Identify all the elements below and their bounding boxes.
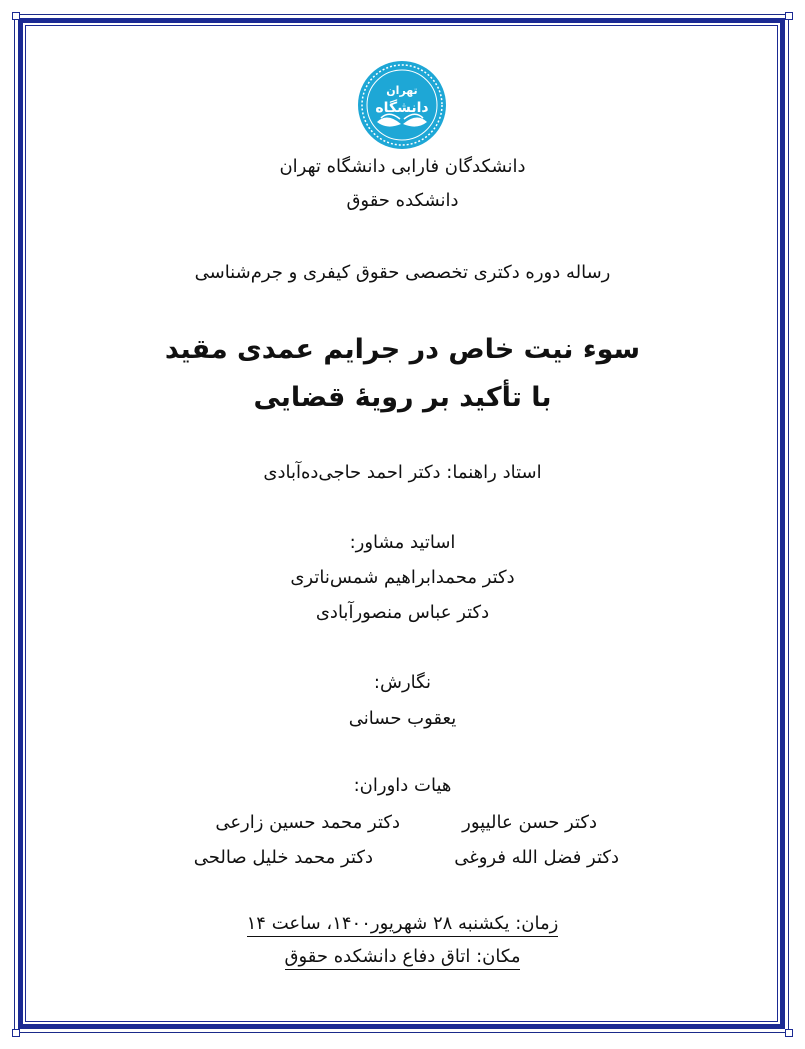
jury-member-1: دکتر حسن عالیپور (462, 812, 597, 833)
jury-member-4: دکتر محمد خلیل صالحی (193, 847, 373, 868)
university-name: دانشکدگان فارابی دانشگاه تهران (279, 156, 526, 177)
author-name: یعقوب حسانی (348, 708, 457, 729)
advisor-2: دکتر عباس منصورآبادی (315, 602, 490, 623)
faculty-name: دانشکده حقوق (346, 190, 459, 211)
defense-place-text: مکان: اتاق دفاع دانشکده حقوق (285, 946, 521, 970)
logo-text-top: تهران (386, 84, 418, 97)
defense-time-text: زمان: یکشنبه ۲۸ شهریور۱۴۰۰، ساعت ۱۴ (247, 913, 559, 937)
logo-text-main: دانشگاه (375, 100, 429, 116)
author-label: نگارش: (373, 672, 432, 693)
defense-place (0, 946, 805, 967)
thesis-title-line2: با تأکید بر رویهٔ قضایی (253, 382, 552, 413)
corner-ornament-top-right (785, 12, 793, 20)
advisor-1: دکتر محمدابراهیم شمس‌ناتری (290, 567, 515, 588)
corner-ornament-bottom-left (12, 1029, 20, 1037)
advisors-label: اساتید مشاور: (349, 532, 456, 553)
corner-ornament-top-left (12, 12, 20, 20)
jury-member-3: دکتر فضل الله فروغی (454, 847, 619, 868)
supervisor: استاد راهنما: دکتر احمد حاجی‌ده‌آبادی (263, 462, 542, 483)
defense-time (0, 913, 805, 934)
corner-ornament-bottom-right (785, 1029, 793, 1037)
jury-label: هیات داوران: (353, 775, 452, 796)
program-name: رساله دوره دکتری تخصصی حقوق کیفری و جرم‌شناسی (194, 262, 611, 283)
jury-member-2: دکتر محمد حسین زارعی (215, 812, 400, 833)
thesis-title-line1: سوء نیت خاص در جرایم عمدی مقید (164, 334, 641, 365)
university-logo (357, 60, 447, 150)
